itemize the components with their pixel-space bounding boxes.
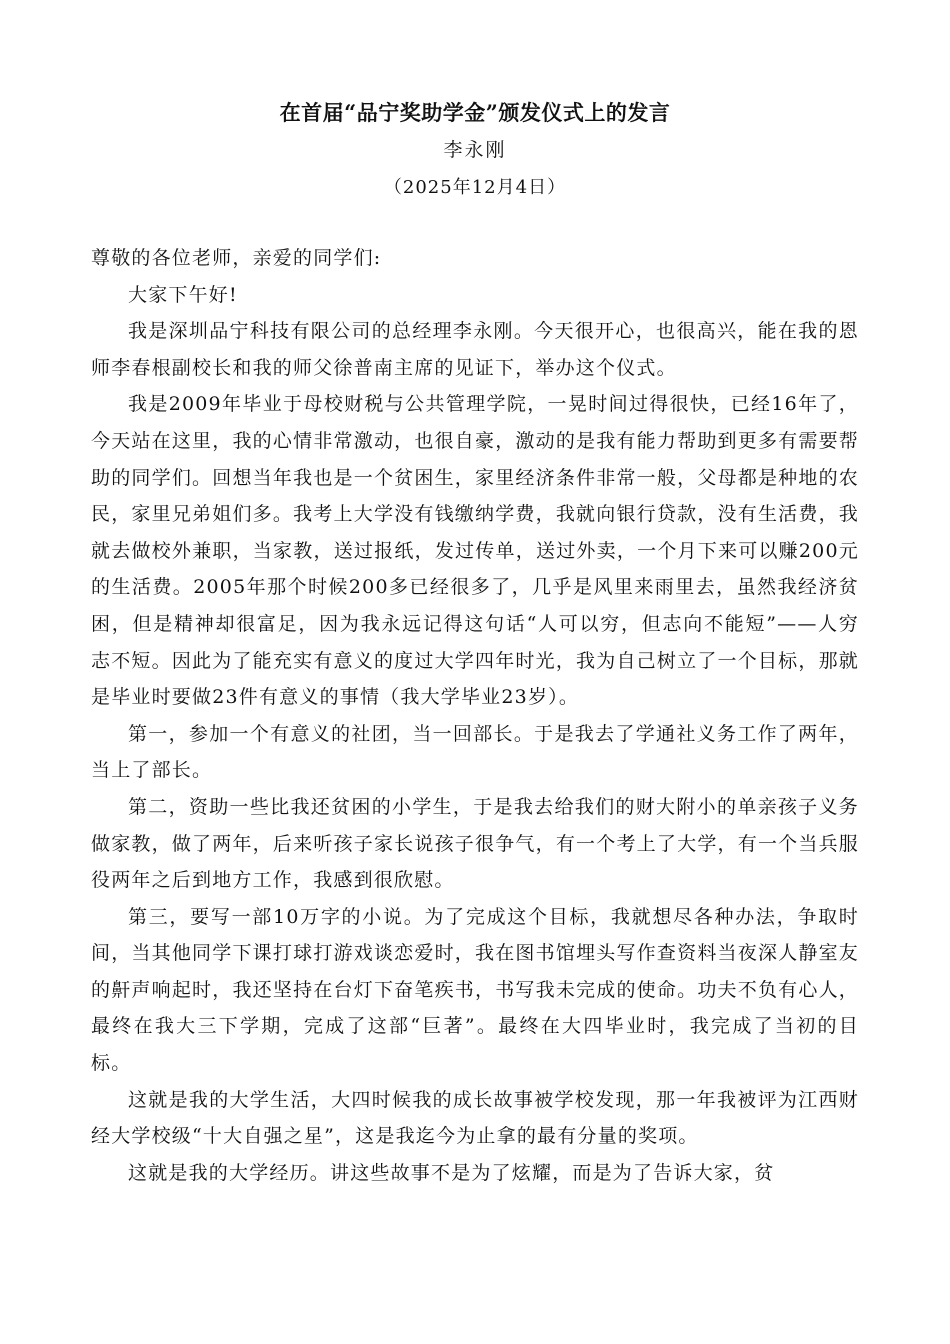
paragraph-award: 这就是我的大学生活，大四时候我的成长故事被学校发现，那一年我被评为江西财经大学校级“十大自强之星”，这是我迄今为止拿的最有分量的奖项。 — [91, 1088, 859, 1148]
paragraph-conclusion: 这就是我的大学经历。讲这些故事不是为了炫耀，而是为了告诉大家，贫 — [128, 1161, 775, 1184]
paragraph-goal-one: 第一，参加一个有意义的社团，当一回部长。于是我去了学通社义务工作了两年，当上了部长。 — [91, 722, 859, 782]
salutation: 尊敬的各位老师，亲爱的同学们: — [91, 247, 382, 269]
paragraph-goal-three: 第三，要写一部10万字的小说。为了完成这个目标，我就想尽各种办法，争取时间，当其他同学下课打球打游戏谈恋爱时，我在图书馆埋头写作查资料当夜深人静室友的鼾声响起时，我还坚持在台灯下奋笔疾书，书写我未完成的使命。功夫不负有心人，最终在我大三下学期，完成了这部“巨著”。最终在大四毕业时，我完成了当初的目标。 — [91, 905, 859, 1075]
speech-date: （2025年12月4日） — [383, 177, 567, 198]
author-name: 李永刚 — [443, 139, 507, 161]
speech-body — [91, 240, 859, 1191]
paragraph-greeting: 大家下午好! — [128, 283, 238, 306]
paragraph-goal-two: 第二，资助一些比我还贫困的小学生，于是我去给我们的财大附小的单亲孩子义务做家教，做了两年，后来听孩子家长说孩子很争气，有一个考上了大学，有一个当兵服役两年之后到地方工作，我感到很欣慰。 — [91, 795, 859, 892]
paragraph-background: 我是2009年毕业于母校财税与公共管理学院，一晃时间过得很快，已经16年了，今天站在这里，我的心情非常激动，也很自豪，激动的是我有能力帮助到更多有需要帮助的同学们。回想当年我也是一个贫困生，家里经济条件非常一般，父母都是种地的农民，家里兄弟姐们多。我考上大学没有钱缴纳学费，我就向银行贷款，没有生活费，我就去做校外兼职，当家教，送过报纸，发过传单，送过外卖，一个月下来可以赚200元的生活费。2005年那个时候200多已经很多了，几乎是风里来雨里去，虽然我经济贫困，但是精神却很富足，因为我永远记得这句话“人可以穷，但志向不能短”——人穷志不短。因此为了能充实有意义的度过大学四年时光，我为自己树立了一个目标，那就是毕业时要做23件有意义的事情（我大学毕业23岁）。 — [91, 393, 859, 709]
document-title: 在首届“品宁奖助学金”颁发仪式上的发言 — [279, 100, 671, 125]
paragraph-introduction: 我是深圳品宁科技有限公司的总经理李永刚。今天很开心，也很高兴，能在我的恩师李春根副校长和我的师父徐普南主席的见证下，举办这个仪式。 — [91, 320, 859, 379]
